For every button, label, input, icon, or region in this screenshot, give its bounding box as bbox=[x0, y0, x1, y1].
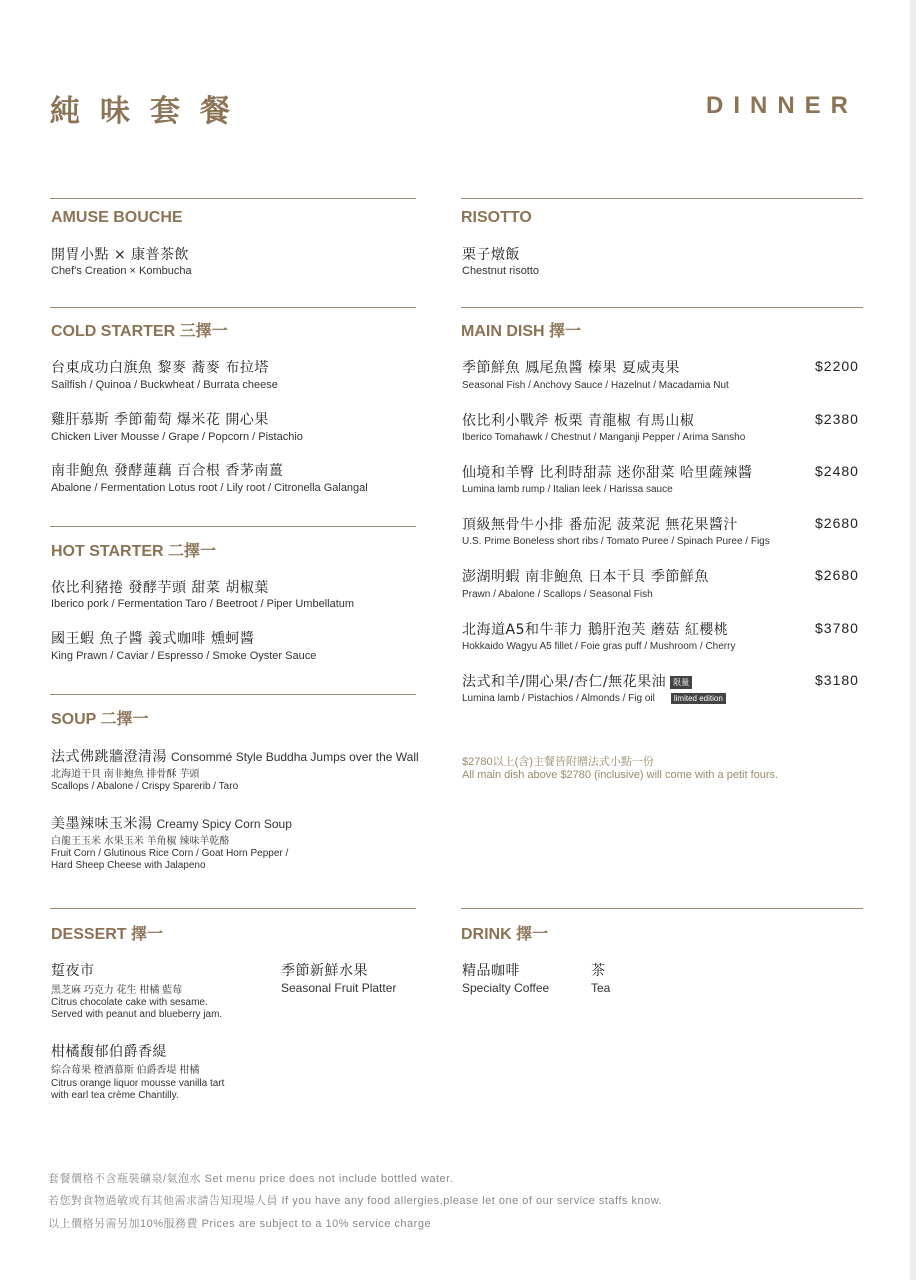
dish-name-zh: 季節新鮮水果 bbox=[281, 963, 368, 979]
section-divider bbox=[50, 694, 416, 695]
dish-price: $2680 bbox=[815, 515, 859, 531]
dish-item-limited-en bbox=[462, 693, 726, 704]
ingredients-en: with earl tea crème Chantilly. bbox=[51, 1090, 179, 1101]
dish-price: $2200 bbox=[815, 358, 859, 374]
drink-name-zh: 精品咖啡 bbox=[462, 963, 520, 979]
section-title-cold: COLD STARTER 三擇一 bbox=[51, 323, 228, 340]
dish-name-zh: 栗子燉飯 bbox=[462, 247, 520, 263]
section-divider bbox=[50, 526, 416, 527]
dish-name-zh: 澎湖明蝦 南非鮑魚 日本干貝 季節鮮魚 bbox=[462, 569, 709, 585]
dish-name-zh: 仙境和羊臀 比利時甜蒜 迷你甜菜 哈里薩辣醬 bbox=[462, 465, 753, 481]
dish-price: $2680 bbox=[815, 567, 859, 583]
ingredients-en: Fruit Corn / Glutinous Rice Corn / Goat Horn Pepper / bbox=[51, 848, 289, 859]
soup-item bbox=[51, 746, 419, 766]
section-divider bbox=[50, 307, 416, 308]
dish-price: $3180 bbox=[815, 672, 859, 688]
dish-price: $2380 bbox=[815, 411, 859, 427]
dish-name-zh: 美墨辣味玉米湯 bbox=[51, 816, 153, 832]
dish-name-zh: 依比利小戰斧 板栗 青龍椒 有馬山椒 bbox=[462, 413, 695, 429]
ingredients-zh: 綜合莓果 橙酒慕斯 伯爵香堤 柑橘 bbox=[51, 1065, 200, 1076]
dish-name-en: Consommé Style Buddha Jumps over the Wall bbox=[171, 750, 419, 764]
dish-name-en: Chestnut risotto bbox=[462, 265, 540, 277]
dish-name-en: Abalone / Fermentation Lotus root / Lily root / Citronella Galangal bbox=[51, 482, 368, 494]
dish-name-en: Seasonal Fruit Platter bbox=[281, 981, 397, 995]
ingredients-en: Served with peanut and blueberry jam. bbox=[51, 1009, 223, 1020]
menu-title-zh: 純味套餐 bbox=[50, 94, 250, 129]
dish-item-limited bbox=[462, 671, 692, 691]
ingredients-en: Citrus orange liquor mousse vanilla tart bbox=[51, 1078, 225, 1089]
menu-title-en: DINNER bbox=[705, 92, 858, 119]
dish-price: $3780 bbox=[815, 620, 859, 636]
dish-name-en: Prawn / Abalone / Scallops / Seasonal Fish bbox=[462, 589, 653, 600]
drink-name-en: Specialty Coffee bbox=[462, 981, 550, 995]
dish-name-en: Hokkaido Wagyu A5 fillet / Foie gras puff / Mushroom / Cherry bbox=[462, 641, 736, 652]
limited-badge-zh: 限量 bbox=[670, 676, 692, 689]
dish-name-zh: 法式和羊/開心果/杏仁/無花果油 bbox=[462, 674, 667, 690]
dish-name-en: Chicken Liver Mousse / Grape / Popcorn / Pistachio bbox=[51, 431, 303, 443]
dish-name-zh: 開胃小點 × 康普茶飲 bbox=[51, 247, 190, 263]
dish-name-zh: 國王蝦 魚子醬 義式咖啡 燻蚵醬 bbox=[51, 631, 255, 647]
page-edge bbox=[910, 0, 916, 1280]
ingredients-zh: 北海道干貝 南非鮑魚 排骨酥 芋頭 bbox=[51, 769, 200, 780]
ingredients-en: Hard Sheep Cheese with Jalapeno bbox=[51, 860, 206, 871]
dish-name-zh: 季節鮮魚 鳳尾魚醬 榛果 夏威夷果 bbox=[462, 360, 680, 376]
drink-name-en: Tea bbox=[591, 981, 611, 995]
dish-name-en: Lumina lamb / Pistachios / Almonds / Fig oil bbox=[462, 693, 655, 705]
dish-name-en: Creamy Spicy Corn Soup bbox=[156, 817, 292, 831]
footer-note: 以上價格另需另加10%服務費 Prices are subject to a 10% service charge bbox=[48, 1218, 432, 1230]
dish-name-zh: 柑橘馥郁伯爵香緹 bbox=[51, 1044, 167, 1060]
section-title-dessert: DESSERT 擇一 bbox=[51, 926, 164, 943]
drink-name-zh: 茶 bbox=[591, 963, 606, 979]
dish-name-en: Sailfish / Quinoa / Buckwheat / Burrata cheese bbox=[51, 379, 278, 391]
dish-price: $2480 bbox=[815, 463, 859, 479]
section-title-hot: HOT STARTER 二擇一 bbox=[51, 543, 217, 560]
section-title-risotto: RISOTTO bbox=[461, 209, 532, 226]
dish-name-zh: 台東成功白旗魚 黎麥 蕎麥 布拉塔 bbox=[51, 360, 269, 376]
dish-name-zh: 北海道A5和牛菲力 鵝肝泡芙 蘑菇 紅櫻桃 bbox=[462, 622, 729, 638]
section-title-main: MAIN DISH 擇一 bbox=[461, 323, 582, 340]
ingredients-en: Scallops / Abalone / Crispy Sparerib / Taro bbox=[51, 781, 239, 792]
dish-name-zh: 雞肝慕斯 季節葡萄 爆米花 開心果 bbox=[51, 412, 269, 428]
section-title-drink: DRINK 擇一 bbox=[461, 926, 549, 943]
dish-name-zh: 依比利豬捲 發酵芋頭 甜菜 胡椒葉 bbox=[51, 580, 269, 596]
dish-name-en: U.S. Prime Boneless short ribs / Tomato Puree / Spinach Puree / Figs bbox=[462, 536, 770, 547]
ingredients-en: Citrus chocolate cake with sesame. bbox=[51, 997, 208, 1008]
section-divider bbox=[461, 198, 863, 199]
limited-badge-en: limited edition bbox=[671, 693, 726, 704]
dish-name-zh: 南非鮑魚 發酵蓮藕 百合根 香茅南薑 bbox=[51, 463, 284, 479]
dish-name-en: Lumina lamb rump / Italian leek / Harissa sauce bbox=[462, 484, 673, 495]
dish-name-en: Chef's Creation × Kombucha bbox=[51, 265, 192, 277]
ingredients-zh: 黑芝麻 巧克力 花生 柑橘 藍莓 bbox=[51, 985, 183, 996]
main-note-en: All main dish above $2780 (inclusive) will come with a petit fours. bbox=[462, 769, 779, 781]
ingredients-zh: 白龍王玉米 水果玉米 羊角椒 辣味羊乾酪 bbox=[51, 836, 230, 847]
dish-name-en: Seasonal Fish / Anchovy Sauce / Hazelnut / Macadamia Nut bbox=[462, 380, 729, 391]
footer-note: 若您對食物過敏或有其他需求請告知現場人員 If you have any food allergies,please let one of our service staffs know. bbox=[48, 1195, 663, 1207]
dish-name-en: Iberico Tomahawk / Chestnut / Manganji Pepper / Arima Sansho bbox=[462, 432, 746, 443]
dish-name-zh: 頂級無骨牛小排 番茄泥 菠菜泥 無花果醬汁 bbox=[462, 517, 738, 533]
section-divider bbox=[50, 908, 416, 909]
dish-name-en: King Prawn / Caviar / Espresso / Smoke Oyster Sauce bbox=[51, 650, 317, 662]
section-divider bbox=[461, 908, 863, 909]
footer-note: 套餐價格不含瓶裝礦泉/氣泡水 Set menu price does not include bottled water. bbox=[48, 1173, 454, 1185]
section-title-amuse: AMUSE BOUCHE bbox=[51, 209, 183, 226]
dish-name-en: Iberico pork / Fermentation Taro / Beetroot / Piper Umbellatum bbox=[51, 598, 355, 610]
section-title-soup: SOUP 二擇一 bbox=[51, 711, 149, 728]
main-note-zh: $2780以上(含)主餐皆附贈法式小點一份 bbox=[462, 756, 654, 768]
soup-item bbox=[51, 813, 292, 833]
dish-name-zh: 踅夜市 bbox=[51, 963, 95, 979]
dish-name-zh: 法式佛跳牆澄清湯 bbox=[51, 749, 167, 765]
section-divider bbox=[50, 198, 416, 199]
section-divider bbox=[461, 307, 863, 308]
